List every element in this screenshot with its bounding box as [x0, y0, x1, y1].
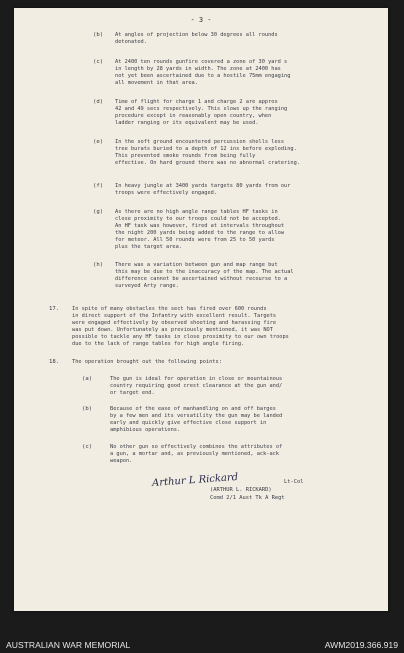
- point-label: (b): [82, 406, 93, 412]
- paragraph-18-text: The operation brought out the following points:: [72, 359, 222, 365]
- item-label: (g): [93, 209, 104, 215]
- archive-footer: [0, 616, 404, 653]
- item-label: (f): [93, 183, 104, 189]
- item-text: At angles of projection below 30 degrees all rounds detonated.: [115, 32, 278, 46]
- item-label: (h): [93, 262, 104, 268]
- item-label: (d): [93, 99, 104, 105]
- paragraph-17-text: In spite of many obstacles the sect has fired over 600 rounds in direct support of the Infantry with excellent result. Targets were engaged effectively by observed shooting and harassing fire was put down. Unfortunately as previously mentioned, it was NOT possible to tackle any HF tasks in close proximity to our own troops due to the lack of range tables for high angle firing.: [72, 306, 289, 348]
- item-label: (e): [93, 139, 104, 145]
- point-label: (c): [82, 444, 93, 450]
- item-label: (b): [93, 32, 104, 38]
- paragraph-number: 18.: [49, 359, 60, 365]
- point-label: (a): [82, 376, 93, 382]
- footer-institution: AUSTRALIAN WAR MEMORIAL: [6, 640, 131, 650]
- document-page: [14, 8, 388, 611]
- point-text: Because of the ease of manhandling on and off barges by a few men and its versatility the gun may be landed early and quickly give effective close support in amphibious operations.: [110, 406, 283, 434]
- signature-rank: Lt-Col: [284, 479, 304, 485]
- point-text: No other gun so effectively combines the attributes of a gun, a mortar and, as previously mentioned, ack-ack weapon.: [110, 444, 283, 465]
- item-text: Time of flight for charge 1 and charge 2 are approx 42 and 49 secs respectively. This slows up the ranging procedure except in reasonably open country, when ladder ranging or its equivalent may be used.: [115, 99, 288, 127]
- item-text: In heavy jungle at 3400 yards targets 80 yards from our troops were effectively engaged.: [115, 183, 291, 197]
- page-number: - 3 -: [190, 16, 212, 24]
- item-text: In the soft ground encountered percussion shells less tree burats buried to a depth of 12 ins before exploding. This prevented smoke rounds from being fully effective. On hard ground there was no abnormal cratering.: [115, 139, 300, 167]
- item-text: There was a variation between gun and map range but this may be due to the inaccuracy of the map. The actual difference cannot be ascertained without recourse to a surveyed Arty range.: [115, 262, 294, 290]
- item-text: As there are no high angle range tables HF tasks in close proximity to our troops could not be accepted. An HF task was however, fired at intervals throughout the night 200 yards being added to the range to allow for meteor. All 50 rounds were from 25 to 50 yards plus the target area.: [115, 209, 285, 251]
- point-text: The gun is ideal for operation in close or mountainous country requiring good crest clearance at the gun and/ or target end.: [110, 376, 283, 397]
- signature-name: (ARTHUR L. RICKARD): [210, 487, 272, 493]
- item-label: (c): [93, 59, 104, 65]
- item-text: At 2400 ten rounds gunfire covered a zone of 30 yard s in length by 28 yards in width. The zone at 2400 has not yet been ascertained due to a hostile 75mm engaging all movement in that area.: [115, 59, 291, 87]
- footer-catalogue-number: AWM2019.366.919: [324, 640, 398, 650]
- signature-unit: Comd 2/1 Aust Tk A Regt: [210, 495, 285, 501]
- handwritten-signature: Arthur L Rickard: [151, 472, 239, 489]
- paragraph-number: 17.: [49, 306, 60, 312]
